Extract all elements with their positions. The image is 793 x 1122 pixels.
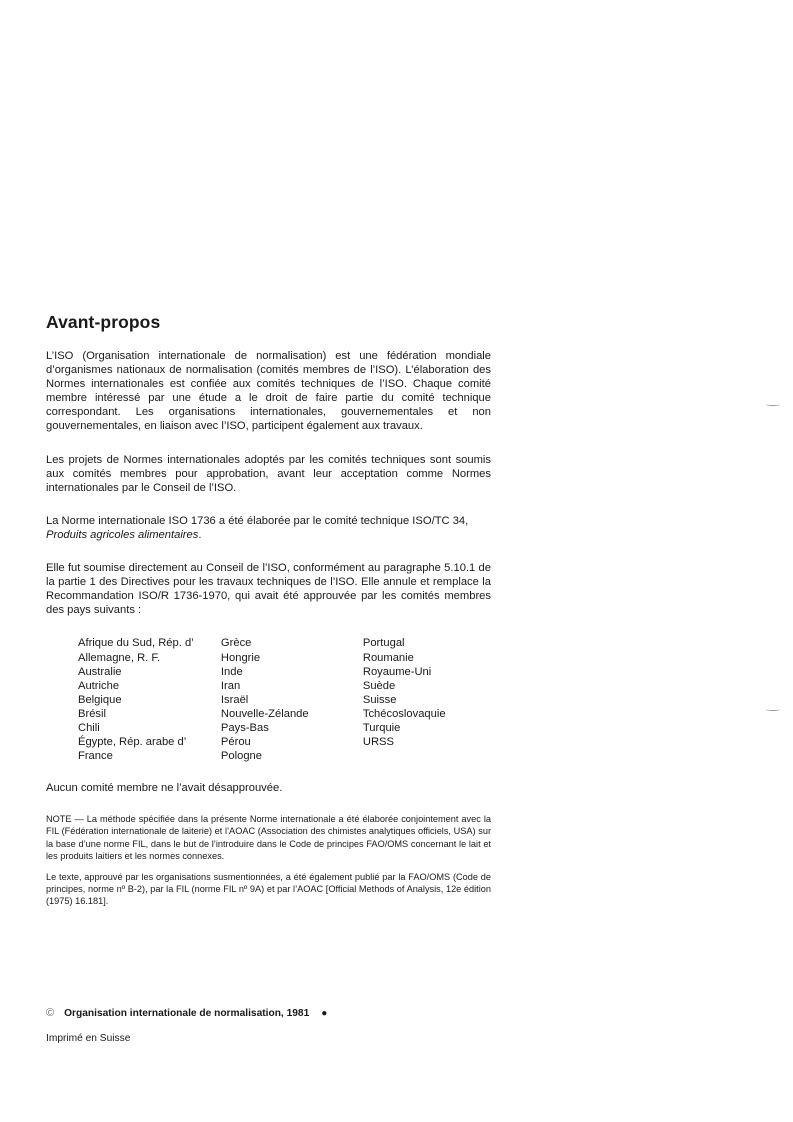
standard-origin-text: La Norme internationale ISO 1736 a été élaborée par le comité technique ISO/TC 34,	[46, 514, 469, 527]
copyright-icon: ©	[46, 1007, 55, 1019]
scan-mark-icon	[766, 708, 780, 711]
copyright-text: Organisation internationale de normalisation, 1981	[64, 1007, 310, 1019]
paragraph-standard-origin	[46, 514, 491, 542]
country-item: Suède	[362, 679, 396, 692]
country-column-2	[221, 636, 363, 763]
country-item: Pologne	[220, 750, 262, 763]
country-item: France	[78, 750, 113, 763]
country-item: Inde	[220, 665, 243, 678]
committee-name: Produits agricoles alimentaires	[46, 528, 199, 541]
page-title: Avant-propos	[46, 312, 161, 332]
paragraph-iso-intro: L’ISO (Organisation internationale de normalisation) est une fédération mondiale d’organismes nationaux de normalisation (comités membres de l’ISO). L’élaboration des Normes internationales est confiée aux comités techniques de l’ISO. Chaque comité membre intéressé par une étude a le droit de faire partie du comité technique correspondant. Les organisations internationales, gouvernementales et non gouvernementales, en liaison avec l’ISO, participent également aux travaux.	[46, 350, 491, 433]
country-item: Royaume-Uni	[362, 665, 432, 678]
country-item: Grèce	[220, 637, 252, 650]
country-item: Brésil	[78, 707, 106, 720]
note-method: NOTE — La méthode spécifiée dans la présente Norme internationale a été élaborée conjointement avec la FIL (Fédération internationale de laiterie) et l’AOAC (Association des chimistes analytiques officiels, USA) sur la base d’une norme FIL, dans le but de l’introduire dans le Code de principes FAO/OMS concernant le lait et les produits laitiers et les normes connexes.	[46, 814, 491, 861]
country-item: Portugal	[362, 637, 405, 650]
country-item: Pérou	[220, 736, 251, 749]
foreword-section	[46, 312, 491, 916]
country-column-3	[363, 636, 491, 763]
country-item: Nouvelle-Zélande	[220, 707, 309, 720]
country-item: Afrique du Sud, Rép. d’	[78, 637, 194, 650]
country-item: Belgique	[78, 693, 122, 706]
country-item: Australie	[78, 665, 122, 678]
country-item: Chili	[78, 721, 100, 734]
country-item: Pays-Bas	[220, 721, 269, 734]
country-item: Turquie	[362, 721, 401, 734]
scan-mark-icon	[766, 403, 780, 406]
country-list	[78, 636, 491, 763]
country-item: Iran	[220, 679, 241, 692]
standard-origin-end: .	[198, 528, 202, 541]
country-item: Autriche	[78, 679, 120, 692]
country-column-1	[78, 636, 221, 763]
country-item: Hongrie	[220, 651, 261, 664]
paragraph-no-disapproval: Aucun comité membre ne l’avait désapprouvée.	[46, 782, 283, 795]
bullet-icon: ●	[321, 1007, 328, 1019]
copyright-line	[46, 1007, 327, 1019]
country-item: Roumanie	[362, 651, 414, 664]
paragraph-approval: Elle fut soumise directement au Conseil de l’ISO, conformément au paragraphe 5.10.1 de la partie 1 des Directives pour les travaux techniques de l’ISO. Elle annule et remplace la Recommandation ISO/R 1736-1970, qui avait été approuvée par les comités membres des pays suivants :	[46, 562, 491, 617]
printed-in: Imprimé en Suisse	[46, 1033, 131, 1044]
country-item: Allemagne, R. F.	[78, 651, 161, 664]
country-item: Israël	[220, 693, 249, 706]
paragraph-drafts: Les projets de Normes internationales adoptés par les comités techniques sont soumis aux comités membres pour approbation, avant leur acceptation comme Normes internationales par le Conseil de l’ISO.	[46, 453, 491, 494]
country-item: Tchécoslovaquie	[362, 707, 446, 720]
country-item: Égypte, Rép. arabe d’	[78, 736, 187, 749]
note-publication: Le texte, approuvé par les organisations susmentionnées, a été également publié par la FAO/OMS (Code de principes, norme nº B-2), par la FIL (norme FIL nº 9A) et par l’AOAC [Official Methods of Analysis, 12e édition (1975) 16.181].	[46, 871, 491, 906]
country-item: Suisse	[362, 693, 397, 706]
country-item: URSS	[362, 736, 394, 749]
